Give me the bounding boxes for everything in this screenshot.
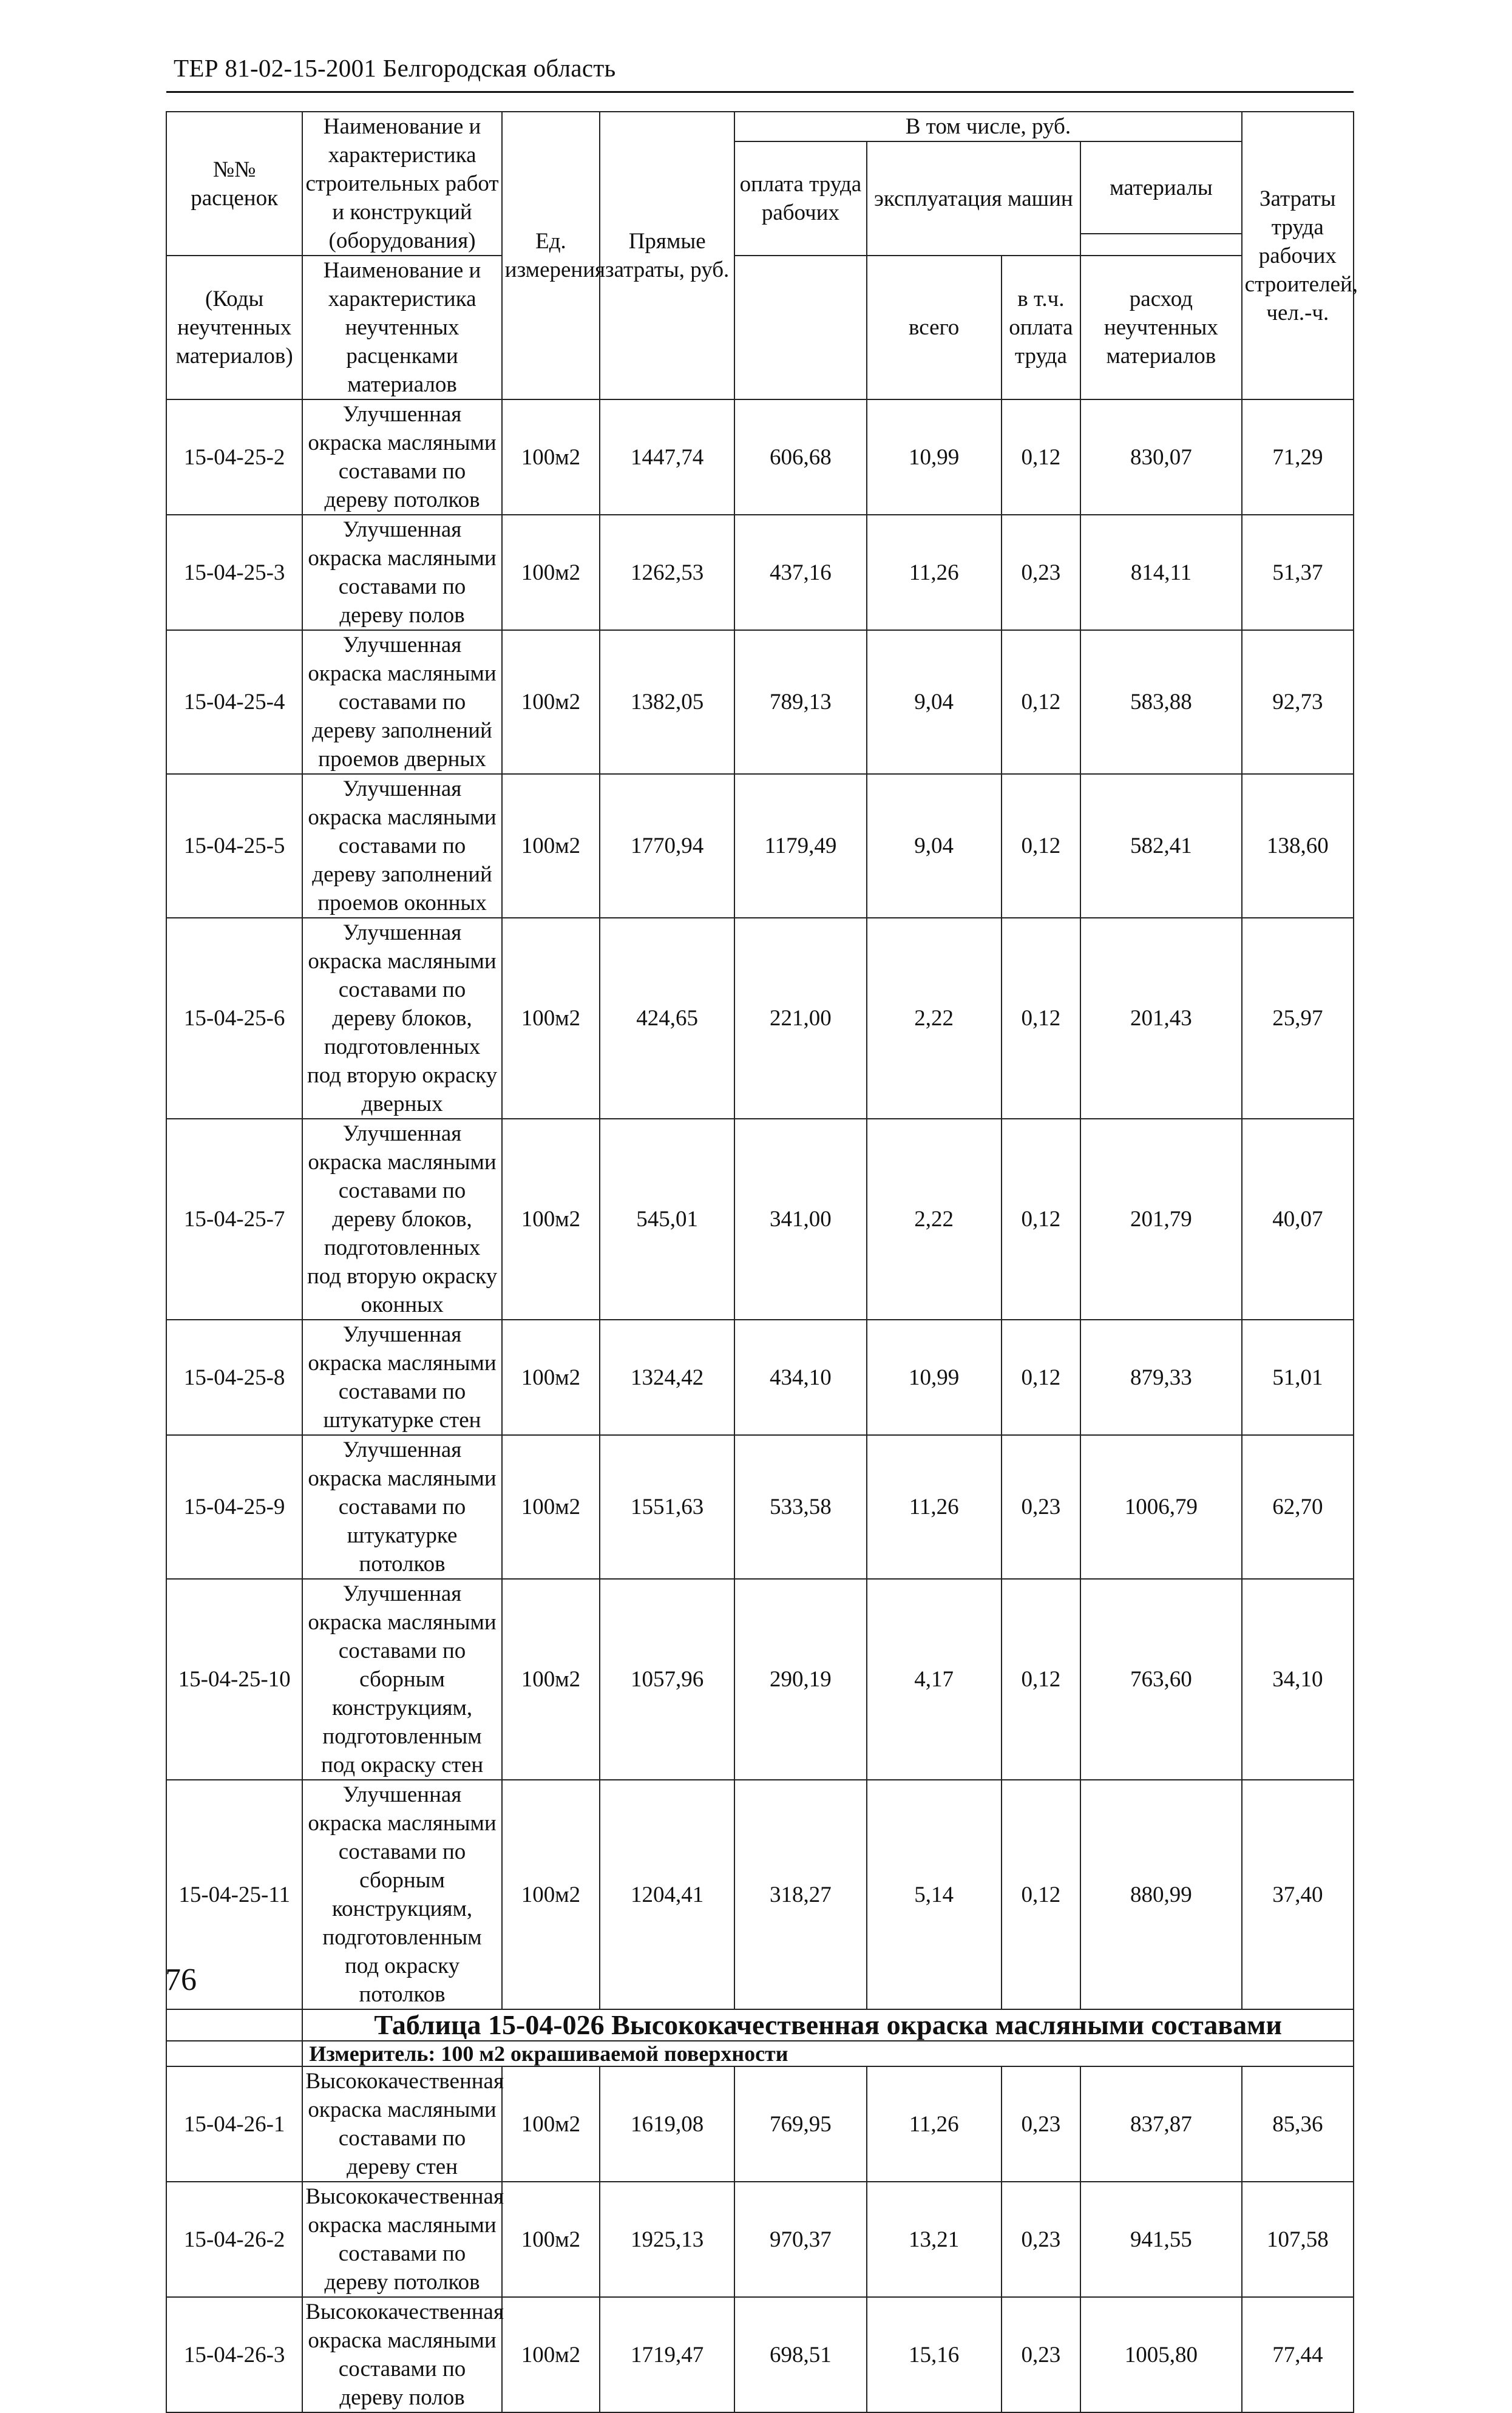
materials-cost: 814,11 <box>1080 515 1242 630</box>
rate-code: 15-04-26-2 <box>166 2182 302 2297</box>
machine-cost: 2,22 <box>867 1119 1002 1320</box>
work-name: Высококачественная окраска масляными составами по дереву стен <box>302 2066 501 2182</box>
direct-cost: 1324,42 <box>600 1320 734 1435</box>
labor-wage: 533,58 <box>734 1435 866 1579</box>
header-code-2: (Коды неучтенных материалов) <box>166 256 302 399</box>
page-header-title: ТЕР 81-02-15-2001 Белгородская область <box>174 54 616 82</box>
direct-cost: 1619,08 <box>600 2066 734 2182</box>
labor-hours: 77,44 <box>1242 2297 1354 2412</box>
rate-code: 15-04-25-10 <box>166 1579 302 1780</box>
header-unit: Ед. измерения <box>502 112 600 399</box>
section-code-gap <box>166 2009 302 2041</box>
work-name: Улучшенная окраска масляными составами по дереву блоков, подготовленных под вторую окраску дверных <box>302 918 501 1119</box>
unit: 100м2 <box>502 1119 600 1320</box>
direct-cost: 545,01 <box>600 1119 734 1320</box>
labor-wage: 606,68 <box>734 399 866 515</box>
labor-hours: 37,40 <box>1242 1780 1354 2009</box>
work-name: Улучшенная окраска масляными составами по дереву полов <box>302 515 501 630</box>
header-mach-wage: в т.ч. оплата труда <box>1002 256 1080 399</box>
header-rule <box>166 91 1354 93</box>
header-mach-total: всего <box>867 256 1002 399</box>
table-row <box>166 1579 1354 1780</box>
labor-hours: 85,36 <box>1242 2066 1354 2182</box>
header-wage: оплата труда рабочих <box>734 141 866 256</box>
labor-wage: 341,00 <box>734 1119 866 1320</box>
materials-cost: 763,60 <box>1080 1579 1242 1780</box>
header-labor: Затраты труда рабочих строителей, чел.-ч. <box>1242 112 1354 399</box>
table-row <box>166 918 1354 1119</box>
rate-code: 15-04-26-1 <box>166 2066 302 2182</box>
work-name: Улучшенная окраска масляными составами по штукатурке потолков <box>302 1435 501 1579</box>
work-name: Улучшенная окраска масляными составами по сборным конструкциям, подготовленным под окраску стен <box>302 1579 501 1780</box>
machine-wage: 0,12 <box>1002 774 1080 918</box>
labor-wage: 970,37 <box>734 2182 866 2297</box>
machine-wage: 0,12 <box>1002 399 1080 515</box>
rate-code: 15-04-25-8 <box>166 1320 302 1435</box>
unit: 100м2 <box>502 2182 600 2297</box>
machine-cost: 4,17 <box>867 1579 1002 1780</box>
unit: 100м2 <box>502 1579 600 1780</box>
materials-cost: 201,43 <box>1080 918 1242 1119</box>
labor-wage: 789,13 <box>734 630 866 774</box>
direct-cost: 1262,53 <box>600 515 734 630</box>
materials-cost: 582,41 <box>1080 774 1242 918</box>
rate-code: 15-04-25-6 <box>166 918 302 1119</box>
direct-cost: 424,65 <box>600 918 734 1119</box>
machine-wage: 0,23 <box>1002 2297 1080 2412</box>
materials-cost: 830,07 <box>1080 399 1242 515</box>
labor-wage: 221,00 <box>734 918 866 1119</box>
labor-hours: 71,29 <box>1242 399 1354 515</box>
table-row <box>166 2182 1354 2297</box>
labor-wage: 1179,49 <box>734 774 866 918</box>
section-title: Таблица 15-04-026 Высококачественная окраска масляными составами <box>302 2009 1354 2041</box>
section-meter: Измеритель: 100 м2 окрашиваемой поверхности <box>302 2041 1354 2066</box>
labor-hours: 107,58 <box>1242 2182 1354 2297</box>
work-name: Улучшенная окраска масляными составами по дереву заполнений проемов дверных <box>302 630 501 774</box>
machine-wage: 0,12 <box>1002 1780 1080 2009</box>
machine-wage: 0,12 <box>1002 1579 1080 1780</box>
unit: 100м2 <box>502 918 600 1119</box>
rate-code: 15-04-25-4 <box>166 630 302 774</box>
table-row <box>166 399 1354 515</box>
table-row <box>166 1435 1354 1579</box>
unit: 100м2 <box>502 399 600 515</box>
table-row <box>166 2066 1354 2182</box>
header-code: №№ расценок <box>166 112 302 256</box>
unit: 100м2 <box>502 2066 600 2182</box>
machine-cost: 15,16 <box>867 2297 1002 2412</box>
unit: 100м2 <box>502 1320 600 1435</box>
rate-code: 15-04-25-11 <box>166 1780 302 2009</box>
direct-cost: 1382,05 <box>600 630 734 774</box>
materials-cost: 1006,79 <box>1080 1435 1242 1579</box>
table-row <box>166 774 1354 918</box>
labor-wage: 437,16 <box>734 515 866 630</box>
labor-hours: 92,73 <box>1242 630 1354 774</box>
machine-cost: 11,26 <box>867 515 1002 630</box>
machine-cost: 11,26 <box>867 2066 1002 2182</box>
table-row <box>166 1320 1354 1435</box>
materials-cost: 941,55 <box>1080 2182 1242 2297</box>
materials-cost: 583,88 <box>1080 630 1242 774</box>
unit: 100м2 <box>502 1780 600 2009</box>
header-machines: эксплуатация машин <box>867 141 1081 256</box>
materials-cost: 837,87 <box>1080 2066 1242 2182</box>
labor-wage: 290,19 <box>734 1579 866 1780</box>
header-wage-gap <box>734 256 866 399</box>
machine-wage: 0,12 <box>1002 1119 1080 1320</box>
machine-cost: 9,04 <box>867 630 1002 774</box>
machine-wage: 0,12 <box>1002 630 1080 774</box>
rate-code: 15-04-25-9 <box>166 1435 302 1579</box>
direct-cost: 1204,41 <box>600 1780 734 2009</box>
header-mat-use: расход неучтенных материалов <box>1080 256 1242 399</box>
machine-cost: 10,99 <box>867 399 1002 515</box>
direct-cost: 1551,63 <box>600 1435 734 1579</box>
unit: 100м2 <box>502 515 600 630</box>
meter-code-gap <box>166 2041 302 2066</box>
table-row <box>166 630 1354 774</box>
materials-cost: 879,33 <box>1080 1320 1242 1435</box>
rate-code: 15-04-25-7 <box>166 1119 302 1320</box>
rate-code: 15-04-26-3 <box>166 2297 302 2412</box>
labor-hours: 34,10 <box>1242 1579 1354 1780</box>
materials-cost: 1005,80 <box>1080 2297 1242 2412</box>
unit: 100м2 <box>502 630 600 774</box>
direct-cost: 1770,94 <box>600 774 734 918</box>
machine-cost: 11,26 <box>867 1435 1002 1579</box>
machine-cost: 10,99 <box>867 1320 1002 1435</box>
header-materials: материалы <box>1080 141 1242 234</box>
table-row <box>166 1780 1354 2009</box>
unit: 100м2 <box>502 2297 600 2412</box>
work-name: Улучшенная окраска масляными составами по дереву заполнений проемов оконных <box>302 774 501 918</box>
direct-cost: 1719,47 <box>600 2297 734 2412</box>
header-name-2: Наименование и характеристика неучтенных расценками материалов <box>302 256 501 399</box>
labor-hours: 51,37 <box>1242 515 1354 630</box>
table-row <box>166 2297 1354 2412</box>
table-body-25 <box>166 399 1354 2009</box>
rate-code: 15-04-25-2 <box>166 399 302 515</box>
work-name: Улучшенная окраска масляными составами по штукатурке стен <box>302 1320 501 1435</box>
work-name: Высококачественная окраска масляными составами по дереву полов <box>302 2297 501 2412</box>
labor-wage: 698,51 <box>734 2297 866 2412</box>
materials-cost: 880,99 <box>1080 1780 1242 2009</box>
machine-wage: 0,12 <box>1002 918 1080 1119</box>
work-name: Высококачественная окраска масляными составами по дереву потолков <box>302 2182 501 2297</box>
work-name: Улучшенная окраска масляными составами по дереву блоков, подготовленных под вторую окраску оконных <box>302 1119 501 1320</box>
materials-cost: 201,79 <box>1080 1119 1242 1320</box>
machine-wage: 0,23 <box>1002 2066 1080 2182</box>
header-including: В том числе, руб. <box>734 112 1241 141</box>
machine-cost: 5,14 <box>867 1780 1002 2009</box>
labor-hours: 51,01 <box>1242 1320 1354 1435</box>
machine-cost: 13,21 <box>867 2182 1002 2297</box>
machine-cost: 9,04 <box>867 774 1002 918</box>
machine-wage: 0,12 <box>1002 1320 1080 1435</box>
labor-wage: 769,95 <box>734 2066 866 2182</box>
labor-hours: 40,07 <box>1242 1119 1354 1320</box>
rate-code: 15-04-25-5 <box>166 774 302 918</box>
direct-cost: 1447,74 <box>600 399 734 515</box>
page-number: 76 <box>165 1963 197 1997</box>
section-header <box>166 2009 1354 2066</box>
labor-hours: 138,60 <box>1242 774 1354 918</box>
unit: 100м2 <box>502 1435 600 1579</box>
header-name: Наименование и характеристика строительных работ и конструкций (оборудования) <box>302 112 501 256</box>
table-row <box>166 515 1354 630</box>
rate-code: 15-04-25-3 <box>166 515 302 630</box>
machine-cost: 2,22 <box>867 918 1002 1119</box>
rates-table <box>166 111 1358 2413</box>
work-name: Улучшенная окраска масляными составами по сборным конструкциям, подготовленным под окраску потолков <box>302 1780 501 2009</box>
header-materials-gap <box>1080 234 1242 256</box>
direct-cost: 1925,13 <box>600 2182 734 2297</box>
labor-wage: 434,10 <box>734 1320 866 1435</box>
direct-cost: 1057,96 <box>600 1579 734 1780</box>
machine-wage: 0,23 <box>1002 515 1080 630</box>
work-name: Улучшенная окраска масляными составами по дереву потолков <box>302 399 501 515</box>
table-row <box>166 1119 1354 1320</box>
table-body-26 <box>166 2066 1354 2412</box>
header-direct: Прямые затраты, руб. <box>600 112 734 399</box>
machine-wage: 0,23 <box>1002 2182 1080 2297</box>
labor-hours: 62,70 <box>1242 1435 1354 1579</box>
labor-wage: 318,27 <box>734 1780 866 2009</box>
table-header <box>166 112 1358 399</box>
machine-wage: 0,23 <box>1002 1435 1080 1579</box>
labor-hours: 25,97 <box>1242 918 1354 1119</box>
unit: 100м2 <box>502 774 600 918</box>
